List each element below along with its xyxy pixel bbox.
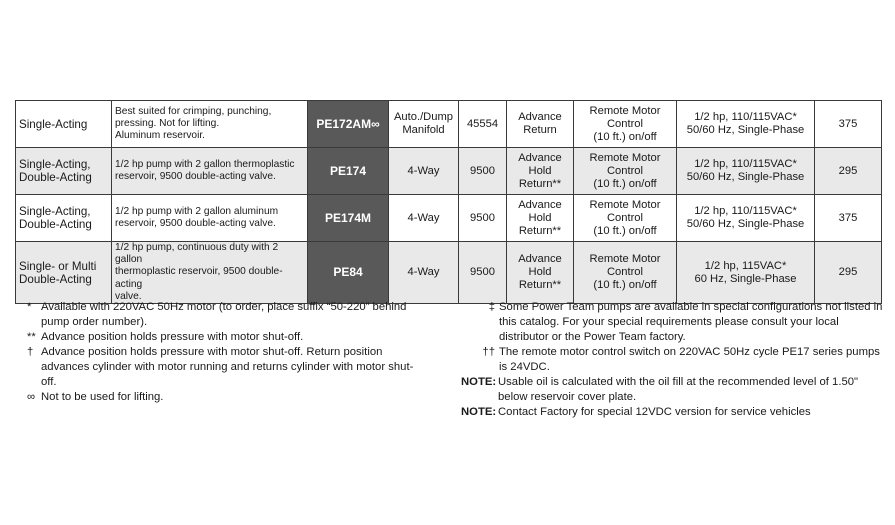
pump-spec-table: [15, 100, 882, 304]
footnotes-right: [461, 300, 886, 420]
footnote-text: Advance position holds pressure with motor shut-off.: [41, 331, 304, 343]
cell-motor: [677, 101, 815, 148]
footnote-symbol: †: [27, 346, 34, 358]
cell-line: Double-Acting: [19, 218, 92, 231]
cell-valve-operation: [507, 242, 574, 304]
cell-line: 1/2 hp pump with 2 gallon aluminum: [115, 205, 279, 217]
cell-line: Advance: [518, 151, 562, 164]
cell-line: Remote Motor Control: [589, 198, 661, 224]
footnote-text: Available with 220VAC 50Hz motor (to order, place suffix “50-220” behind pump order number).: [41, 301, 407, 328]
cell-line: 1/2 hp pump, continuous duty with 2 gallon: [115, 242, 279, 266]
cell-line: 1/2 hp, 115VAC*: [704, 259, 787, 272]
cell-description: [112, 148, 308, 195]
note-text: Contact Factory for special 12VDC version for service vehicles: [498, 406, 811, 418]
cell-description: [112, 242, 308, 304]
cell-valve-number: 9500: [459, 148, 507, 195]
cell-line: Remote Motor Control: [589, 253, 661, 278]
cell-line: Advance: [518, 198, 562, 211]
cell-model-number: PE84: [308, 242, 389, 304]
cell-pump-type: [16, 148, 112, 195]
footnote-text: The remote motor control switch on 220VAC 50Hz cycle PE17 series pumps is 24VDC.: [499, 346, 880, 373]
cell-line: Hold: [528, 211, 552, 224]
cell-line: 50/60 Hz, Single-Phase: [686, 124, 805, 136]
cell-motor: [677, 195, 815, 242]
table-row: [16, 148, 882, 195]
cell-line: 4-Way: [407, 164, 440, 177]
cell-line: 4-Way: [407, 211, 440, 224]
cell-pump-type: [16, 242, 112, 304]
cell-line: Remote Motor Control: [589, 151, 661, 177]
footnote-text: Not to be used for lifting.: [41, 391, 164, 403]
cell-line: pressing. Not for lifting.: [115, 117, 220, 129]
cell-model-number: PE172AM∞: [308, 101, 389, 148]
note: [461, 405, 886, 420]
cell-valve-type: [389, 242, 459, 304]
footnote-symbol: ‡: [488, 301, 495, 313]
cell-valve-type: [389, 195, 459, 242]
cell-valve-operation: [507, 101, 574, 148]
cell-line: 50/60 Hz, Single-Phase: [686, 218, 805, 230]
note-label: NOTE:: [461, 406, 497, 418]
cell-line: thermoplastic reservoir, 9500 double-acting: [115, 266, 283, 290]
cell-line: Single-Acting,: [19, 158, 91, 171]
cell-line: Return**: [518, 224, 562, 237]
footnote-text: Some Power Team pumps are available in special configurations not listed in this catalog. For your special requirements please consult your local distributor or the Power Team factory.: [499, 301, 883, 343]
cell-line: Single-Acting: [19, 117, 88, 131]
cell-description: [112, 195, 308, 242]
cell-line: Return**: [518, 177, 562, 190]
cell-valve-type: [389, 148, 459, 195]
cell-line: Manifold: [402, 124, 445, 136]
cell-model-number: PE174M: [308, 195, 389, 242]
cell-motor-control: [574, 148, 677, 195]
cell-line: 1/2 hp, 110/115VAC*: [694, 205, 797, 217]
footnote: [27, 300, 427, 330]
cell-line: reservoir, 9500 double-acting valve.: [115, 171, 276, 182]
cell-line: Best suited for crimping, punching,: [115, 105, 272, 117]
cell-line: 1/2 hp, 110/115VAC*: [694, 158, 797, 170]
cell-line: Hold: [528, 266, 552, 278]
footnote: [461, 345, 886, 375]
cell-valve-number: 9500: [459, 242, 507, 304]
cell-line: 1/2 hp, 110/115VAC*: [694, 111, 797, 123]
cell-line: reservoir, 9500 double-acting valve.: [115, 218, 276, 229]
cell-line: Advance: [518, 253, 562, 265]
cell-line: Hold: [528, 164, 552, 177]
note-label: NOTE:: [461, 376, 497, 388]
cell-usable-oil: 375: [815, 101, 882, 148]
cell-description: [112, 101, 308, 148]
table-row: [16, 195, 882, 242]
footnote: [27, 390, 427, 405]
cell-line: 60 Hz, Single-Phase: [694, 272, 797, 285]
cell-usable-oil: 295: [815, 242, 882, 304]
footnote-symbol: **: [27, 331, 36, 343]
cell-line: Return**: [518, 279, 562, 291]
cell-motor-control: [574, 195, 677, 242]
cell-line: 4-Way: [407, 266, 440, 278]
cell-usable-oil: 295: [815, 148, 882, 195]
cell-line: Double-Acting: [19, 171, 92, 184]
cell-motor: [677, 242, 815, 304]
cell-line: (10 ft.) on/off: [593, 224, 657, 237]
cell-valve-operation: [507, 195, 574, 242]
footnote-text: Advance position holds pressure with motor shut-off. Return position advances cylinder with motor running and returns cylinder with motor shut-off.: [41, 346, 414, 388]
note: [461, 375, 886, 405]
cell-line: Single- or Multi: [19, 259, 97, 273]
footnote: [27, 330, 427, 345]
cell-line: (10 ft.) on/off: [593, 279, 657, 291]
cell-pump-type: [16, 101, 112, 148]
cell-line: Single-Acting,: [19, 205, 91, 218]
cell-line: 1/2 hp pump with 2 gallon thermoplastic: [115, 158, 295, 170]
cell-model-number: PE174: [308, 148, 389, 195]
table-row: [16, 101, 882, 148]
cell-motor-control: [574, 101, 677, 148]
footnotes-left: [27, 300, 427, 405]
cell-usable-oil: 375: [815, 195, 882, 242]
cell-valve-operation: [507, 148, 574, 195]
cell-valve-number: 9500: [459, 195, 507, 242]
cell-line: valve.: [115, 290, 142, 302]
cell-line: Remote Motor Control: [589, 104, 661, 130]
cell-line: 50/60 Hz, Single-Phase: [686, 171, 805, 183]
cell-line: Advance: [518, 111, 562, 123]
cell-line: (10 ft.) on/off: [593, 130, 657, 143]
cell-line: Return: [523, 124, 557, 136]
cell-valve-type: [389, 101, 459, 148]
cell-pump-type: [16, 195, 112, 242]
cell-line: Double-Acting: [19, 272, 92, 286]
note-text: Usable oil is calculated with the oil fill at the recommended level of 1.50" below reservoir cover plate.: [498, 376, 859, 403]
cell-line: (10 ft.) on/off: [593, 177, 657, 190]
cell-motor: [677, 148, 815, 195]
footnote-symbol: *: [27, 301, 32, 313]
table-row: [16, 242, 882, 304]
footnote: [461, 300, 886, 345]
cell-motor-control: [574, 242, 677, 304]
cell-line: Aluminum reservoir.: [115, 130, 206, 142]
footnote-symbol: ††: [482, 346, 495, 358]
cell-valve-number: 45554: [459, 101, 507, 148]
footnote: [27, 345, 427, 390]
cell-line: Auto./Dump: [393, 111, 454, 123]
footnote-symbol: ∞: [27, 391, 36, 403]
